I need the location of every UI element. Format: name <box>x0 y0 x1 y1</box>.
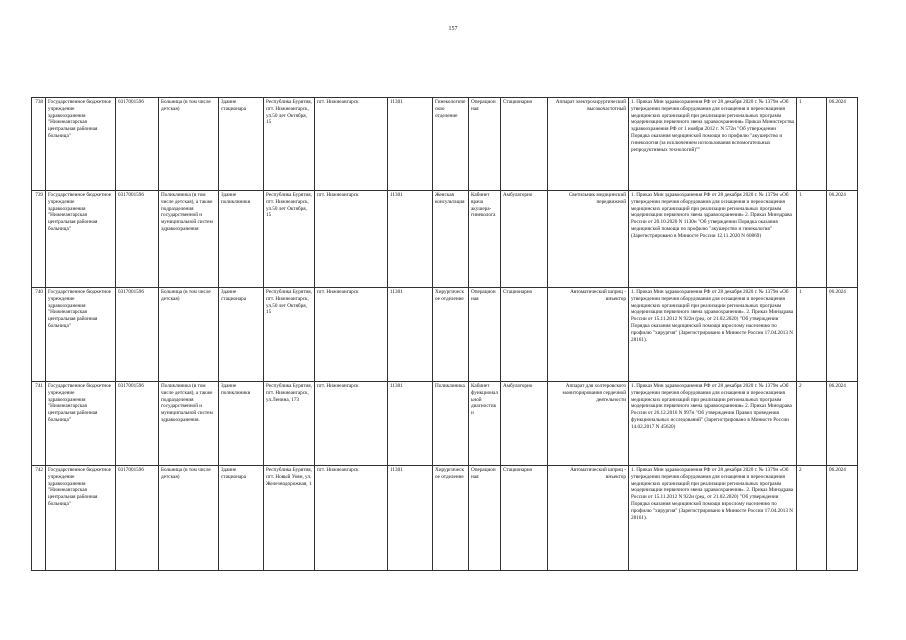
cell-care: Стационарно <box>501 466 548 571</box>
cell-care: Стационарно <box>501 98 548 191</box>
table-row <box>32 191 858 288</box>
cell-date: 06.2024 <box>827 382 858 466</box>
cell-basis: 1. Приказ Мин здравоохранения РФ от 28 декабря 2020 г. № 1379н «Об утверждении перечня оборудования для оснащения и переоснащения медицинских организаций при реализации региональных программ модернизации первичного звена здравоохранения» Приказ Министерства здравоохранения РФ от 1 ноября 2012 г. N 572н "Об утверждении Порядка оказания медицинской помощи по профилю "акушерство и гинекология (за исключением использования вспомогательных репродуктивных технологий)"" <box>629 98 797 191</box>
cell-basis: 1. Приказ Мин здравоохранения РФ от 28 декабря 2020 г. № 1379н «Об утверждении перечня оборудования для оснащения и переоснащения медицинских организаций при реализации региональных программ модернизации первичного звена здравоохранения» 2. Приказ Минздрава России от 26.12.2016 N 997н "Об утверждении Правил проведения функциональных исследований" (Зарегистрировано в Минюсте России 14.02.2017 N 45620) <box>629 382 797 466</box>
cell-num: 739 <box>32 191 46 288</box>
cell-num: 741 <box>32 382 46 466</box>
cell-date: 06.2024 <box>827 98 858 191</box>
table-row <box>32 382 858 466</box>
cell-department: Хирургическое отделение <box>433 288 469 382</box>
cell-code: 11301 <box>388 191 433 288</box>
cell-inn: 0317001596 <box>116 466 159 571</box>
cell-qty: 2 <box>797 382 827 466</box>
cell-num: 742 <box>32 466 46 571</box>
table-row <box>32 98 858 191</box>
cell-address: Республика Бурятия, пгт. Новый Уоян, ул. Железнодорожная, 1 <box>264 466 315 571</box>
cell-basis: 1. Приказ Мин здравоохранения РФ от 28 декабря 2020 г. № 1379н «Об утверждении перечня оборудования для оснащения и переоснащения медицинских организаций при реализации региональных программ модернизации первичного звена здравоохранения». 2. Приказ Минздрава России от 15.11.2012 N 922н (ред. от 21.02.2020) "Об утверждении Порядка оказания медицинской помощи взрослому населению по профилю "хирургия" (Зарегистрировано в Минюсте России 17.04.2013 N 28161). <box>629 288 797 382</box>
cell-unit: Поликлиника (в том числе детская), а также подразделения государственной и муниципальной систем здравоохранения <box>159 191 219 288</box>
cell-building: Здание стационара <box>219 98 264 191</box>
cell-department: Поликлиника <box>433 382 469 466</box>
cell-org: Государственное бюджетное учреждение здравоохранения "Нижнеангарская центральная районная больница" <box>46 466 116 571</box>
page-number: 157 <box>448 26 458 32</box>
cell-code: 11301 <box>388 288 433 382</box>
cell-equipment: Аппарат электрохирургический высокочастотный <box>548 98 629 191</box>
cell-num: 738 <box>32 98 46 191</box>
cell-basis: 1. Приказ Мин здравоохранения РФ от 28 декабря 2020 г. № 1379н «Об утверждении перечня оборудования для оснащения и переоснащения медицинских организаций при реализации региональных программ модернизации первичного звена здравоохранения». 2. Приказ Минздрава России от 15.11.2012 N 922н (ред. от 21.02.2020) "Об утверждении Порядка оказания медицинской помощи взрослому населению по профилю "хирургия" (Зарегистрировано в Минюсте России 17.04.2013 N 28161). <box>629 466 797 571</box>
cell-department: Женская консультация <box>433 191 469 288</box>
cell-inn: 0317001596 <box>116 191 159 288</box>
cell-inn: 0317001596 <box>116 98 159 191</box>
cell-unit: Поликлиника (в том числе детская), а также подразделения государственной и муниципальной систем здравоохранения. <box>159 382 219 466</box>
cell-org: Государственное бюджетное учреждение здравоохранения "Нижнеангарская центральная районная больница" <box>46 98 116 191</box>
cell-code: 11301 <box>388 382 433 466</box>
cell-care: Стационарно <box>501 288 548 382</box>
cell-building: Здание поликлиники <box>219 382 264 466</box>
cell-num: 740 <box>32 288 46 382</box>
cell-room: Кабинет врача акушера-гинеколога <box>469 191 501 288</box>
cell-org: Государственное бюджетное учреждение здравоохранения "Нижнеангарская центральная районная больница" <box>46 191 116 288</box>
cell-room: Операционная <box>469 466 501 571</box>
cell-date: 06.2024 <box>827 288 858 382</box>
cell-room: Операционная <box>469 288 501 382</box>
cell-settlement: пгт. Нижнеангарск <box>315 466 388 571</box>
cell-address: Республика Бурятия, пгт. Нижнеангарск, ул.50 лет Октября, 15 <box>264 288 315 382</box>
cell-unit: Больница (в том числе детская) <box>159 98 219 191</box>
cell-org: Государственное бюджетное учреждение здравоохранения "Нижнеангарская центральная районная больница" <box>46 288 116 382</box>
cell-building: Здание стационара <box>219 288 264 382</box>
cell-department: Гинекологическое отделение <box>433 98 469 191</box>
cell-care: Амбулаторно <box>501 382 548 466</box>
cell-address: Республика Бурятия, пгт. Нижнеангарск, ул.Ленина, 173 <box>264 382 315 466</box>
cell-unit: Больница (в том числе детская) <box>159 288 219 382</box>
cell-room: Операционная <box>469 98 501 191</box>
cell-date: 06.2024 <box>827 466 858 571</box>
cell-code: 11301 <box>388 98 433 191</box>
cell-qty: 1 <box>797 288 827 382</box>
cell-equipment: Автоматический шприц - инъектор <box>548 466 629 571</box>
table-row <box>32 466 858 571</box>
cell-building: Здание стационара <box>219 466 264 571</box>
cell-department: Хирургическое отделение <box>433 466 469 571</box>
cell-building: Здание поликлиники <box>219 191 264 288</box>
cell-equipment: Аппарат для холтеровского мониторирования сердечной деятельности <box>548 382 629 466</box>
cell-date: 06.2024 <box>827 191 858 288</box>
cell-settlement: пгт. Нижнеангарск <box>315 98 388 191</box>
cell-settlement: пгт. Нижнеангарск <box>315 191 388 288</box>
cell-room: Кабинет функциональной диагностики <box>469 382 501 466</box>
cell-qty: 1 <box>797 191 827 288</box>
cell-settlement: пгт. Нижнеангарск <box>315 382 388 466</box>
cell-equipment: Светильник медицинский передвижной <box>548 191 629 288</box>
cell-address: Республика Бурятия, пгт. Нижнеангарск, ул.50 лет Октября, 15 <box>264 191 315 288</box>
equipment-table <box>31 97 858 571</box>
cell-care: Амбулаторно <box>501 191 548 288</box>
cell-qty: 2 <box>797 466 827 571</box>
cell-address: Республика Бурятия, пгт. Нижнеангарск, ул.50 лет Октября, 15 <box>264 98 315 191</box>
cell-code: 11301 <box>388 466 433 571</box>
cell-qty: 1 <box>797 98 827 191</box>
cell-basis: 1. Приказ Мин здравоохранения РФ от 28 декабря 2020 г. № 1379н «Об утверждении перечня оборудования для оснащения и переоснащения медицинских организаций при реализации региональных программ модернизации первичного звена здравоохранения» 2. Приказ Минздрава России от 20.10.2020 N 1130н "Об утверждении Порядка оказания медицинской помощи по профилю "акушерство и гинекология" (Зарегистрировано в Минюсте России 12.11.2020 N 60869) <box>629 191 797 288</box>
cell-org: Государственное бюджетное учреждение здравоохранения "Нижнеангарская центральная районная больница" <box>46 382 116 466</box>
cell-inn: 0317001596 <box>116 382 159 466</box>
cell-inn: 0317001596 <box>116 288 159 382</box>
cell-unit: Больница (в том числе детская) <box>159 466 219 571</box>
cell-settlement: пгт. Нижнеангарск <box>315 288 388 382</box>
table-row <box>32 288 858 382</box>
cell-equipment: Автоматический шприц - инъектор <box>548 288 629 382</box>
